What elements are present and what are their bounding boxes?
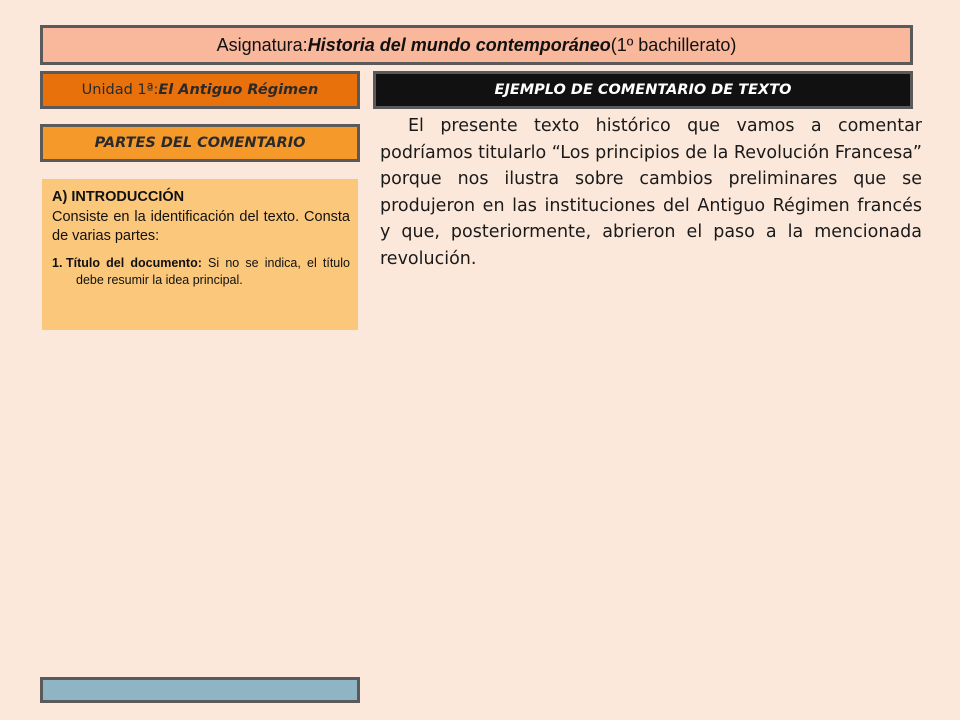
introduction-heading: A) INTRODUCCIÓN — [52, 189, 185, 205]
subject-name: Historia del mundo contemporáneo — [307, 34, 611, 55]
parts-title-banner — [40, 124, 360, 162]
list-item — [52, 255, 350, 288]
example-title-banner — [373, 71, 913, 109]
list-item-body — [66, 255, 350, 288]
subject-prefix: Asignatura: — [216, 34, 308, 55]
example-paragraph: El presente texto histórico que vamos a comentar podríamos titularlo “Los principios de la Revolución Francesa” porque nos ilustra sobre cambios preliminares que se produjeron en las instituciones del Antiguo Régimen francés y que, posteriormente, abrieron el paso a la mencionada revolución. — [380, 116, 922, 269]
bottom-bar — [40, 677, 360, 703]
unit-banner — [40, 71, 360, 109]
unit-name: El Antiguo Régimen — [158, 82, 319, 98]
list-item-label: Título del documento: — [66, 256, 202, 270]
subject-title-banner — [40, 25, 913, 65]
introduction-box — [42, 179, 358, 330]
list-item-number: 1. — [52, 256, 63, 270]
unit-prefix: Unidad 1ª: — [81, 82, 159, 98]
parts-title: PARTES DEL COMENTARIO — [94, 135, 306, 151]
list-item-text: Si no se indica, el título debe resumir la idea principal. — [76, 256, 350, 287]
example-title: EJEMPLO DE COMENTARIO DE TEXTO — [494, 82, 792, 98]
introduction-text: Consiste en la identificación del texto. Consta de varias partes: — [52, 209, 350, 244]
subject-suffix: (1º bachillerato) — [610, 34, 737, 55]
